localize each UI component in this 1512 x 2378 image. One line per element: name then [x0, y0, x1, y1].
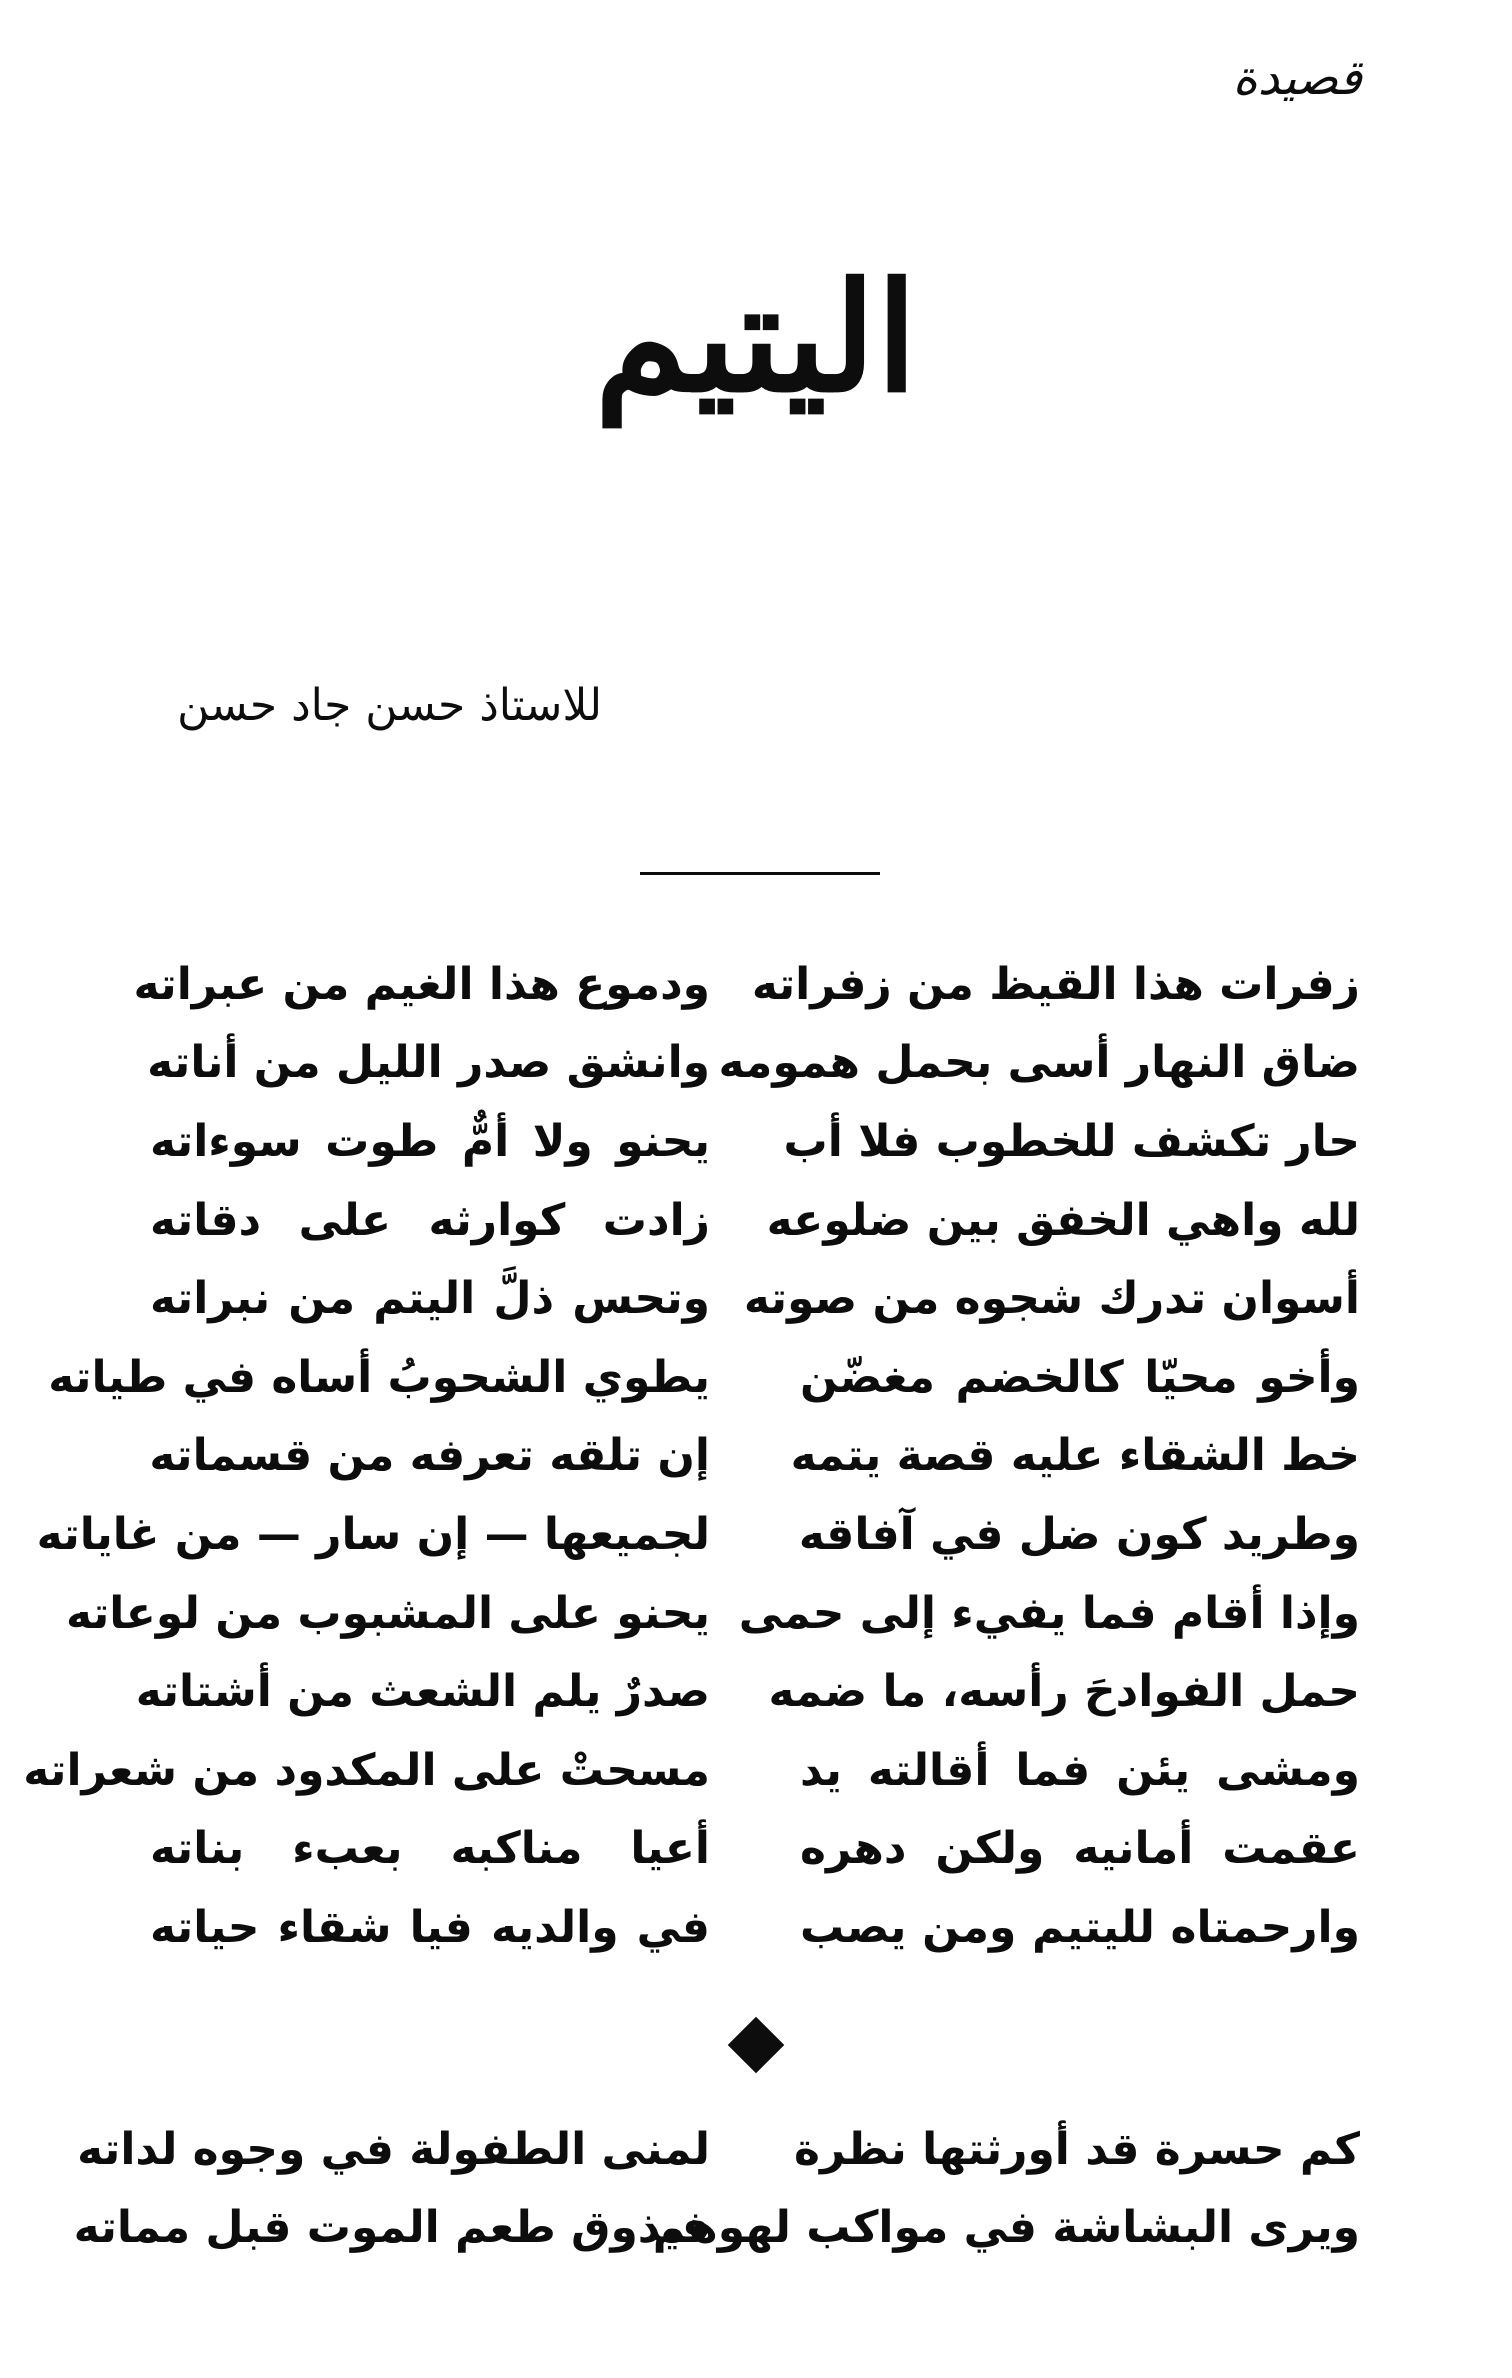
verse	[77, 2110, 1360, 2189]
verse-first-hemistich: زفرات هذا القيظ من زفراته	[751, 958, 1360, 1010]
diamond-section-divider	[728, 2017, 785, 2074]
verse	[150, 1417, 1360, 1496]
verse-second-hemistich: زادت كوارثه على دقاته	[150, 1194, 710, 1246]
verse-second-hemistich: فيذوق طعم الموت قبل مماته	[73, 2202, 710, 2254]
poem-body	[23, 945, 1360, 1967]
verse-first-hemistich: ضاق النهار أسى بحمل همومه	[718, 1037, 1360, 1089]
poem-body-continued	[73, 2110, 1360, 2267]
verse	[73, 2189, 1360, 2268]
section-label: قصيدة	[1232, 50, 1362, 106]
verse	[23, 1731, 1360, 1810]
verse-first-hemistich: كم حسرة قد أورثتها نظرة	[794, 2123, 1360, 2175]
verse-first-hemistich: لله واهي الخفق بين ضلوعه	[766, 1194, 1360, 1246]
verse	[48, 1338, 1360, 1417]
verse-first-hemistich: أسوان تدرك شجوه من صوته	[743, 1273, 1360, 1325]
verse-second-hemistich: إن تلقه تعرفه من قسماته	[149, 1430, 710, 1482]
verse	[133, 945, 1360, 1024]
verse-second-hemistich: يطوي الشحوبُ أساه في طياته	[48, 1351, 710, 1403]
verse-second-hemistich: صدرٌ يلم الشعث من أشتاته	[135, 1666, 710, 1718]
verse-second-hemistich: وتحس ذلَّ اليتم من نبراته	[150, 1273, 710, 1325]
verse	[150, 1810, 1360, 1889]
verse	[150, 1102, 1360, 1181]
verse-second-hemistich: وانشق صدر الليل من أناته	[147, 1037, 710, 1089]
verse-second-hemistich: لمنى الطفولة في وجوه لداته	[77, 2123, 710, 2175]
verse	[147, 1024, 1360, 1103]
verse-second-hemistich: لجميعها — إن سار — من غاياته	[36, 1508, 710, 1560]
verse-second-hemistich: يحنو على المشبوب من لوعاته	[66, 1587, 710, 1639]
verse-second-hemistich: ودموع هذا الغيم من عبراته	[133, 958, 710, 1010]
verse-first-hemistich: ويرى البشاشة في مواكب لهوهم	[652, 2202, 1360, 2254]
verse-first-hemistich: عقمت أمانيه ولكن دهره	[800, 1823, 1360, 1875]
verse-second-hemistich: أعيا مناكبه بعبء بناته	[150, 1823, 710, 1875]
verse	[150, 1181, 1360, 1260]
verse	[36, 1495, 1360, 1574]
verse-first-hemistich: وأخو محيّا كالخضم مغضّن	[800, 1351, 1360, 1403]
verse-second-hemistich: يحنو ولا أمٌّ طوت سوءاته	[150, 1115, 710, 1167]
verse-first-hemistich: وطريد كون ضل في آفاقه	[798, 1508, 1360, 1560]
verse	[150, 1888, 1360, 1967]
verse	[150, 1259, 1360, 1338]
author-byline: للاستاذ حسن جاد حسن	[177, 680, 602, 731]
verse	[135, 1652, 1360, 1731]
verse-first-hemistich: ومشى يئن فما أقالته يد	[800, 1744, 1360, 1796]
verse-first-hemistich: خط الشقاء عليه قصة يتمه	[790, 1430, 1360, 1482]
verse-first-hemistich: حمل الفوادحَ رأسه، ما ضمه	[768, 1666, 1360, 1718]
verse-first-hemistich: حار تكشف للخطوب فلا أب	[783, 1115, 1360, 1167]
title-separator-rule	[640, 872, 880, 875]
verse-second-hemistich: في والديه فيا شقاء حياته	[150, 1901, 710, 1953]
verse-first-hemistich: وإذا أقام فما يفيء إلى حمى	[738, 1587, 1360, 1639]
verse-first-hemistich: وارحمتاه لليتيم ومن يصب	[800, 1901, 1360, 1953]
poem-title: اليتيم	[594, 250, 918, 426]
verse	[66, 1574, 1360, 1653]
verse-second-hemistich: مسحتْ على المكدود من شعراته	[23, 1744, 710, 1796]
